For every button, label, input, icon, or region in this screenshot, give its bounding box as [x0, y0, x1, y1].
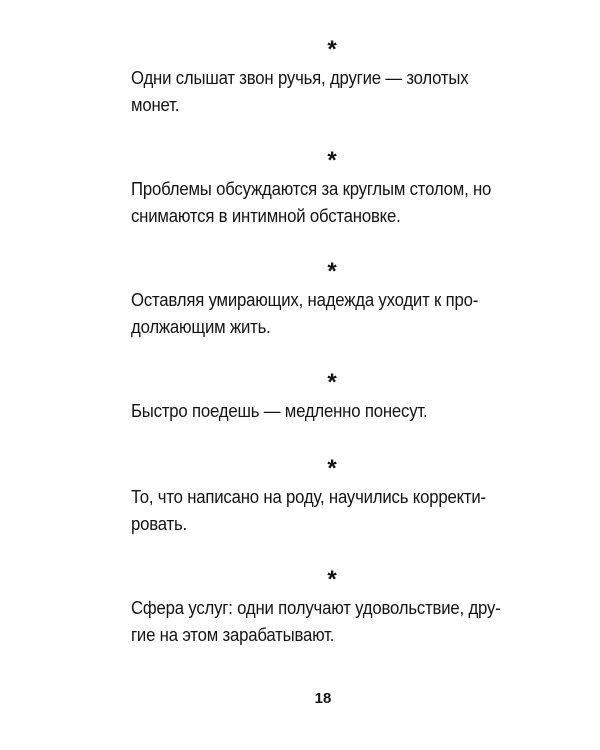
aphorism-6-line-1: Сфера услуг: одни получают удовольствие, дру-: [131, 598, 501, 618]
aphorism-4-line-1: Быстро поедешь — медленно понесут.: [131, 401, 428, 421]
asterisk-separator: *: [327, 369, 337, 396]
aphorism-2-line-2: снимаются в интимной обстановке.: [131, 206, 401, 226]
aphorism-5-line-1: То, что написано на роду, научились корректи-: [131, 487, 486, 507]
aphorism-1-line-1: Одни слышат звон ручья, другие — золотых: [131, 68, 469, 88]
aphorism-6-line-2: гие на этом зарабатывают.: [131, 625, 335, 645]
asterisk-separator: *: [327, 36, 337, 63]
asterisk-separator: *: [327, 258, 337, 285]
asterisk-separator: *: [327, 147, 337, 174]
aphorism-3-line-1: Оставляя умирающих, надежда уходит к про-: [131, 290, 479, 310]
aphorism-3-line-2: должающим жить.: [131, 317, 271, 337]
aphorism-5-line-2: ровать.: [131, 514, 188, 534]
asterisk-separator: *: [327, 566, 337, 593]
aphorism-2-line-1: Проблемы обсуждаются за круглым столом, но: [131, 179, 492, 199]
page-number: 18: [314, 690, 332, 707]
asterisk-separator: *: [327, 455, 337, 482]
aphorism-1-line-2: монет.: [131, 95, 180, 115]
